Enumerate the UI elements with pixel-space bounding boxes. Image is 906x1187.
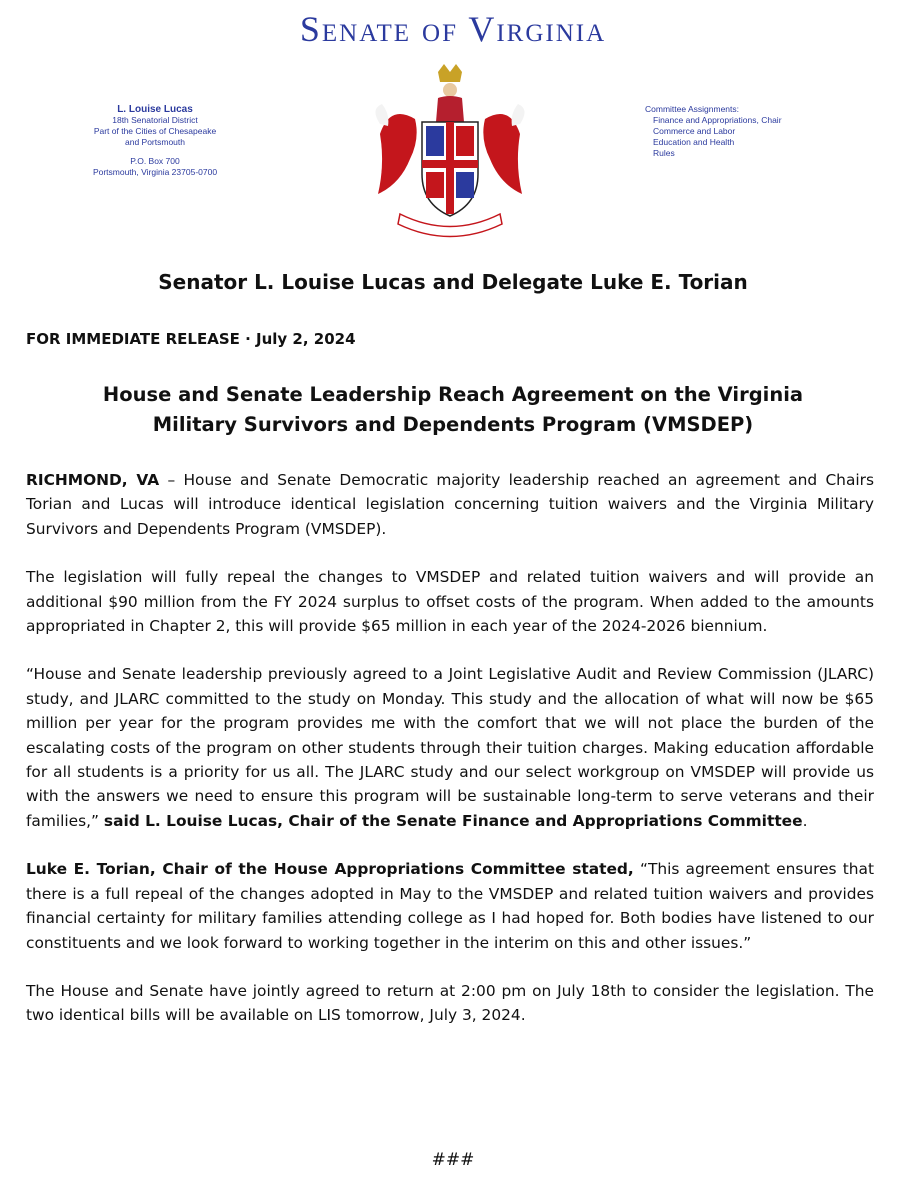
paragraph-2: The legislation will fully repeal the changes to VMSDEP and related tuition waivers and will provide an additional $90 million from the FY 2024 surplus to offset costs of the program. When added to the amounts appropriated in Chapter 2, this will provide $65 million in each year of the 2024-2026 biennium. [26,568,874,636]
torian-attribution: Luke E. Torian, Chair of the House Appropriations Committee stated, [26,860,634,879]
sender-name: L. Louise Lucas [117,104,193,115]
sender-district: 18th Senatorial District [112,115,198,125]
sender-address: Portsmouth, Virginia 23705-0700 [92,167,218,177]
release-line: FOR IMMEDIATE RELEASE · July 2, 2024 [26,330,356,348]
senate-seal-icon [360,64,540,244]
lucas-attribution: said L. Louise Lucas, Chair of the Senate Finance and Appropriations Committee [103,811,803,830]
committee-item: Finance and Appropriations, Chair [653,115,782,125]
letterhead-title: Senate of Virginia [299,9,607,49]
sender-cities-2: and Portsmouth [124,137,185,147]
paragraph-3: “House and Senate leadership previously agreed to a Joint Legislative Audit and Review Commission (JLARC) study, and JLARC committed to the study on Monday. This study and the allocation of what will now be $65 million per year for the program provides me with the comfort that we will not place the burden of the escalating costs of the program on other students through their tuition charges. Making education affordable for all students is a priority for us all. The JLARC study and our select workgroup on VMSDEP will provide us with the answers we need to ensure this program will be sustainable long-term to serve veterans and their families,” said L. Louise Lucas, Chair of the Senate Finance and Appropriations Committee. [26,665,874,830]
paragraph-5: The House and Senate have jointly agreed to return at 2:00 pm on July 18th to consider the legislation. The two identical bills will be available on LIS tomorrow, July 3, 2024. [26,981,874,1025]
sender-block [50,104,260,178]
headline [40,380,866,440]
sender-cities: Part of the Cities of Chesapeake [93,126,217,136]
committee-item: Commerce and Labor [653,126,736,136]
committee-assignments [645,104,885,159]
paragraph-1: RICHMOND, VA – House and Senate Democratic majority leadership reached an agreement and Chairs Torian and Lucas will introduce identical legislation concerning tuition waivers and the Virginia Military Survivors and Dependents Program (VMSDEP). [26,471,874,538]
headline-line-1: House and Senate Leadership Reach Agreement on the Virginia [102,383,804,406]
committee-item: Education and Health [653,137,735,147]
committee-heading: Committee Assignments: [645,104,740,114]
committee-item: Rules [653,148,675,158]
dateline: RICHMOND, VA [26,471,160,489]
headline-line-2: Military Survivors and Dependents Program (VMSDEP) [152,413,754,436]
paragraph-4: Luke E. Torian, Chair of the House Appropriations Committee stated, “This agreement ensures that there is a full repeal of the changes adopted in May to the VMSDEP and related tuition waivers and provides financial certainty for military families attending college as I had hoped for. Both bodies have listened to our constituents and we look forward to working together in the interim on this and other issues.” [26,860,875,952]
document-title: Senator L. Louise Lucas and Delegate Luke E. Torian [158,270,748,294]
press-release-body [26,468,874,1052]
sender-box: P.O. Box 700 [130,156,180,166]
end-mark: ### [431,1150,475,1170]
